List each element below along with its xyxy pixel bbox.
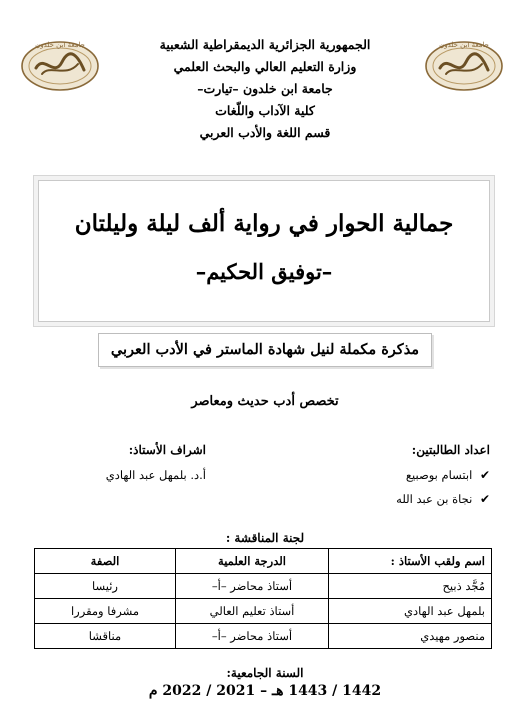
check-mark-icon: ✔	[479, 492, 490, 506]
member-role: مشرفا ومقررا	[35, 599, 176, 624]
header-line-ministry: وزارة التعليم العالي والبحث العلمي	[173, 59, 357, 74]
specialty-line: تخصص أدب حديث ومعاصر	[191, 394, 339, 409]
member-name: مُجَّد ذبيح	[329, 574, 492, 599]
academic-year-label: السنة الجامعية:	[226, 666, 304, 680]
member-name: منصور مهيدي	[329, 624, 492, 649]
table-row	[35, 599, 492, 624]
member-rank: أستاذ محاضر –أ–	[176, 624, 329, 649]
supervisor-label: اشراف الأستاذ:	[128, 443, 206, 457]
table-row	[35, 624, 492, 649]
thesis-title: جمالية الحوار في رواية ألف ليلة وليلتان	[74, 210, 454, 237]
check-mark-icon: ✔	[479, 468, 490, 482]
supervisor-block	[26, 440, 206, 487]
member-rank: أستاذ تعليم العالي	[176, 599, 329, 624]
student-entry	[290, 463, 490, 487]
committee-header-row	[35, 549, 492, 574]
student-entry	[290, 487, 490, 511]
thesis-author-subtitle: –توفيق الحكيم–	[195, 259, 333, 284]
header-line-university: جامعة ابن خلدون –تيارت–	[197, 81, 333, 96]
thesis-title-box	[38, 180, 490, 322]
logo-university-name: جامعة ابن خلدون	[439, 41, 489, 49]
thesis-purpose: مذكرة مكملة لنيل شهادة الماستر في الأدب العربي	[98, 333, 432, 367]
header-role: الصفة	[35, 549, 176, 574]
header-rank: الدرجة العلمية	[176, 549, 329, 574]
university-seal-icon	[422, 34, 506, 94]
university-seal-icon	[18, 34, 102, 94]
university-logo-right	[422, 34, 506, 94]
header-line-republic: الجمهورية الجزائرية الديمقراطية الشعبية	[159, 37, 371, 52]
table-row	[35, 574, 492, 599]
logo-university-name: جامعة ابن خلدون	[35, 41, 85, 49]
header-line-faculty: كلية الآداب واللّغات	[215, 103, 315, 118]
header-line-department: قسم اللغة والأدب العربي	[199, 125, 331, 140]
member-rank: أستاذ محاضر –أ–	[176, 574, 329, 599]
member-name: بلمهل عبد الهادي	[329, 599, 492, 624]
students-block	[290, 440, 490, 511]
member-role: رئيسا	[35, 574, 176, 599]
student-name: نجاة بن عبد الله	[396, 492, 473, 506]
committee-table	[34, 548, 492, 649]
university-logo-left	[18, 34, 102, 94]
student-name: ابتسام بوصبيع	[405, 468, 473, 482]
header-name: اسم ولقب الأستاذ :	[329, 549, 492, 574]
students-label: اعداد الطالبتين:	[411, 443, 490, 457]
member-role: مناقشا	[35, 624, 176, 649]
institution-header	[120, 34, 410, 144]
supervisor-name: أ.د. بلمهل عبد الهادي	[105, 468, 206, 482]
academic-year: 1442 / 1443 هـ – 2021 / 2022 م	[148, 683, 382, 699]
committee-title: لجنة المناقشة :	[225, 531, 305, 545]
